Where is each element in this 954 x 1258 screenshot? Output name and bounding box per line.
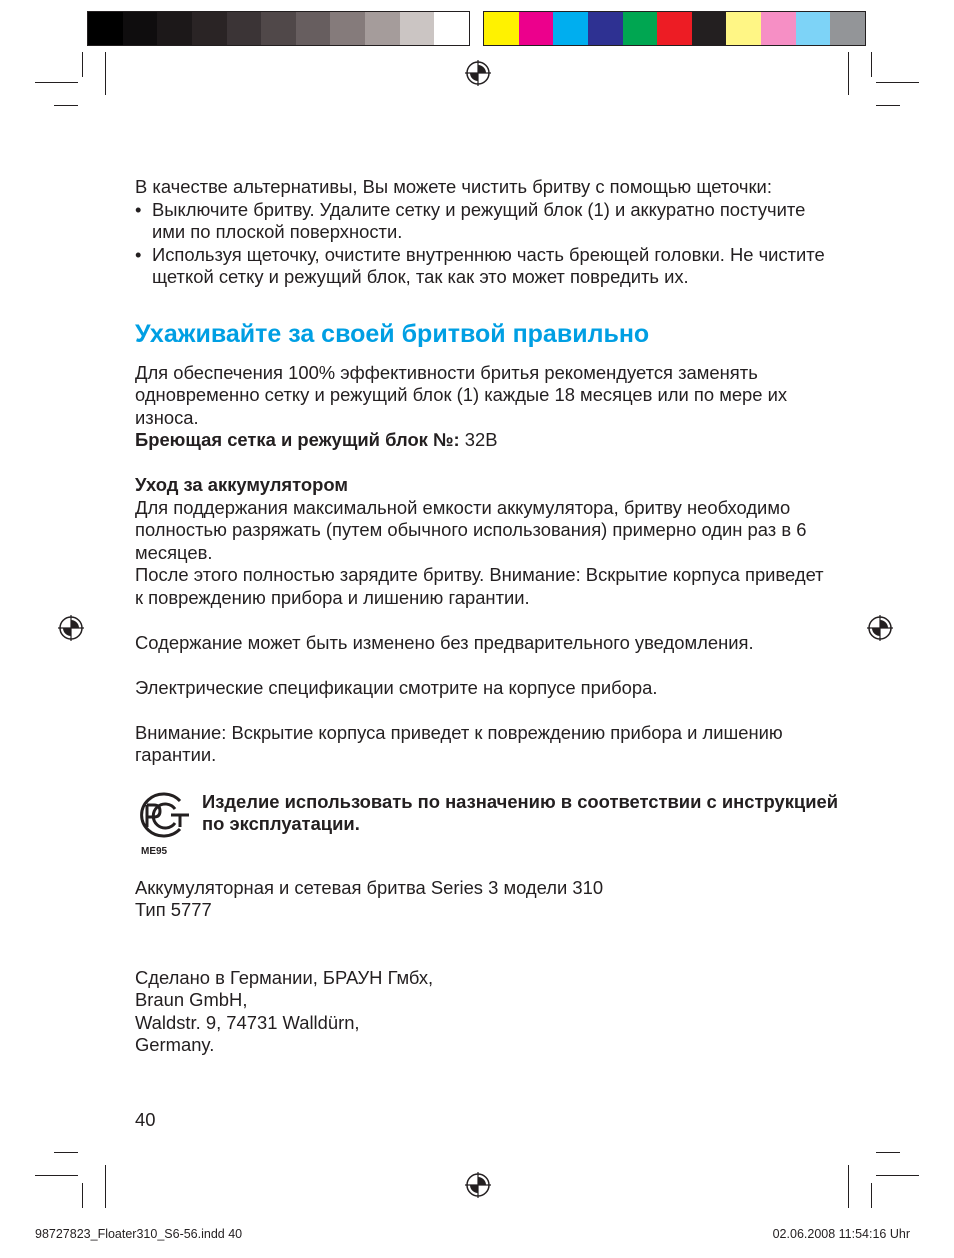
pct-certification-mark-icon bbox=[135, 791, 191, 839]
crop-mark bbox=[82, 1183, 83, 1208]
crop-mark bbox=[54, 1152, 78, 1153]
battery-heading: Уход за аккумулятором bbox=[135, 474, 348, 495]
list-item: • Выключите бритву. Удалите сетку и режущий блок (1) и аккуратно постучите ими по плоской поверхности. bbox=[135, 199, 835, 244]
certification-text: Изделие использовать по назначению в соответствии с инструкцией по эксплуатации. bbox=[202, 790, 839, 834]
battery-warning-text: После этого полностью зарядите бритву. Внимание: Вскрытие корпуса приведет к повреждению прибора и лишению гарантии. bbox=[135, 564, 824, 608]
color-swatch bbox=[692, 12, 727, 45]
manufacturer-line: Germany. bbox=[135, 1034, 215, 1055]
crop-mark bbox=[871, 1183, 872, 1208]
certification-block bbox=[135, 790, 839, 871]
color-swatch bbox=[400, 12, 435, 45]
color-swatch bbox=[88, 12, 123, 45]
crop-mark bbox=[848, 1165, 849, 1208]
part-number-line bbox=[135, 429, 835, 452]
color-swatch bbox=[519, 12, 554, 45]
color-swatch bbox=[434, 12, 469, 45]
grayscale-color-bar bbox=[87, 11, 470, 46]
registration-mark-icon bbox=[57, 614, 85, 642]
replacement-text: Для обеспечения 100% эффективности бритья рекомендуется заменять одновременно сетку и режущий блок (1) каждые 18 месяцев или по мере их износа. bbox=[135, 361, 788, 428]
color-swatch bbox=[726, 12, 761, 45]
warning-notice: Внимание: Вскрытие корпуса приведет к повреждению прибора и лишению гарантии. bbox=[135, 721, 783, 765]
crop-mark bbox=[848, 52, 849, 95]
crop-mark bbox=[105, 1165, 106, 1208]
color-swatch bbox=[761, 12, 796, 45]
product-model: Аккумуляторная и сетевая бритва Series 3 модели 310 bbox=[135, 876, 604, 898]
color-swatch bbox=[553, 12, 588, 45]
crop-mark bbox=[871, 52, 872, 77]
crop-mark bbox=[876, 1152, 900, 1153]
crop-mark bbox=[876, 105, 900, 106]
color-swatch bbox=[365, 12, 400, 45]
color-swatch bbox=[296, 12, 331, 45]
crop-mark bbox=[105, 52, 106, 95]
color-swatch bbox=[484, 12, 519, 45]
color-swatch bbox=[796, 12, 831, 45]
registration-mark-icon bbox=[464, 1171, 492, 1199]
color-swatch bbox=[623, 12, 658, 45]
color-swatch bbox=[123, 12, 158, 45]
page-content bbox=[135, 176, 839, 1057]
color-swatch bbox=[227, 12, 262, 45]
change-notice: Содержание может быть изменено без предварительного уведомления. bbox=[135, 631, 754, 653]
page-number: 40 bbox=[135, 1109, 156, 1130]
intro-text: В качестве альтернативы, Вы можете чистить бритву с помощью щеточки: bbox=[135, 176, 772, 197]
color-swatch bbox=[192, 12, 227, 45]
manufacturer-line: Сделано в Германии, БРАУН Гмбх, bbox=[135, 966, 434, 988]
part-number-label: Бреющая сетка и режущий блок №: bbox=[135, 429, 460, 450]
registration-mark-icon bbox=[464, 59, 492, 87]
product-type: Тип 5777 bbox=[135, 899, 212, 920]
manufacturer-line: Waldstr. 9, 74731 Walldürn, bbox=[135, 1011, 360, 1033]
part-number-value: 32B bbox=[459, 429, 498, 450]
color-swatch bbox=[830, 12, 865, 45]
crop-mark bbox=[876, 82, 919, 83]
registration-mark-icon bbox=[866, 614, 894, 642]
color-swatch bbox=[657, 12, 692, 45]
battery-text: Для поддержания максимальной емкости аккумулятора, бритву необходимо полностью разряжать (путем обычного использования) примерно один раз в 6 месяцев. bbox=[135, 496, 807, 563]
color-swatch bbox=[261, 12, 296, 45]
crop-mark bbox=[82, 52, 83, 77]
crop-mark bbox=[54, 105, 78, 106]
specs-notice: Электрические спецификации смотрите на корпусе прибора. bbox=[135, 676, 658, 698]
certification-code: МЕ95 bbox=[141, 845, 168, 857]
crop-mark bbox=[35, 1175, 78, 1176]
manufacturer-line: Braun GmbH, bbox=[135, 989, 248, 1010]
crop-mark bbox=[876, 1175, 919, 1176]
section-heading: Ухаживайте за своей бритвой правильно bbox=[135, 319, 650, 348]
list-item: • Используя щеточку, очистите внутреннюю часть бреющей головки. Не чистите щеткой сетку и режущий блок, так как это может повредить их. bbox=[135, 244, 835, 289]
file-slug: 98727823_Floater310_S6-56.indd 40 bbox=[35, 1227, 243, 1241]
crop-mark bbox=[35, 82, 78, 83]
color-swatch bbox=[330, 12, 365, 45]
color-swatch bbox=[588, 12, 623, 45]
timestamp-slug: 02.06.2008 11:54:16 Uhr bbox=[772, 1227, 910, 1241]
color-swatch bbox=[157, 12, 192, 45]
process-color-bar bbox=[483, 11, 866, 46]
